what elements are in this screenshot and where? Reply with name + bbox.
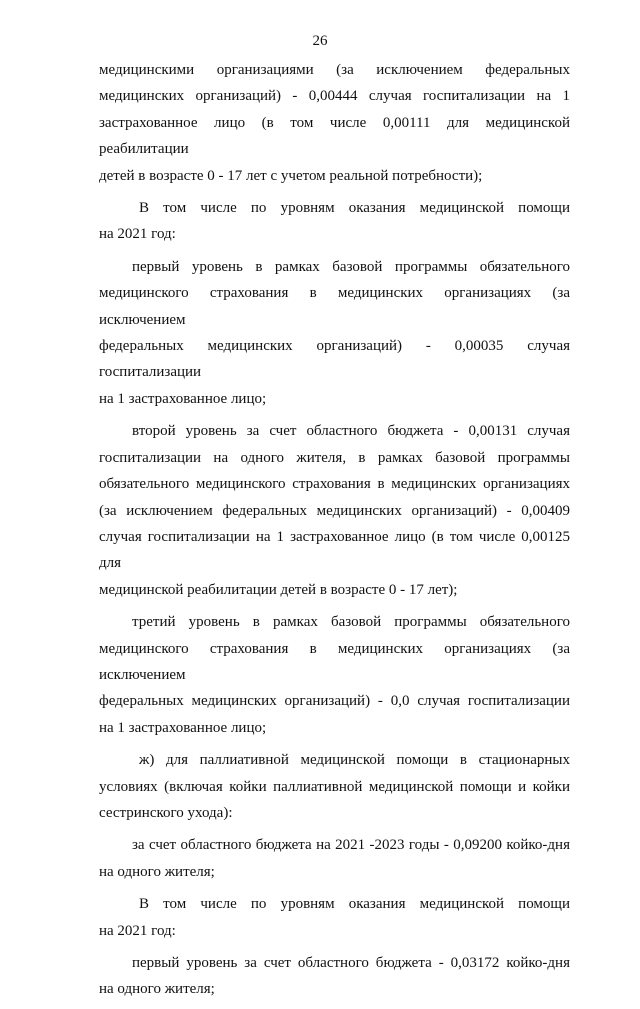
text-line: на 1 застрахованное лицо; — [99, 719, 267, 736]
paragraph-first-level — [99, 254, 570, 412]
text-line: детей в возрасте 0 - 17 лет с учетом реальной потребности); — [99, 167, 483, 184]
text-line: условиях (включая койки паллиативной медицинской помощи и койки — [99, 778, 570, 795]
text-line: сестринского ухода): — [99, 804, 233, 821]
text-line: первый уровень в рамках базовой программы обязательного — [132, 258, 570, 275]
text-line: медицинскими организациями (за исключением федеральных — [99, 62, 570, 78]
text-line: обязательного медицинского страхования в медицинских организациях — [99, 476, 570, 493]
text-line: (за исключением федеральных медицинских организаций) - 0,00409 — [99, 502, 570, 519]
text-line: на 1 застрахованное лицо; — [99, 390, 267, 407]
text-line: федеральных медицинских организаций) - 0,00035 случая госпитализации — [99, 338, 570, 381]
text-line: случая госпитализации на 1 застрахованное лицо (в том числе 0,00125 для — [99, 528, 570, 572]
text-line: на одного жителя; — [99, 981, 215, 998]
text-line: на 2021 год: — [99, 922, 176, 939]
text-line: В том числе по уровням оказания медицинской помощи — [139, 896, 570, 913]
paragraph-first-level-palliative — [99, 950, 570, 1003]
text-line: за счет областного бюджета на 2021 -2023 годы - 0,09200 койко-дня — [132, 837, 570, 854]
text-line: медицинской реабилитации детей в возрасте 0 - 17 лет); — [99, 581, 458, 598]
paragraph-continuation — [99, 57, 570, 189]
text-line: В том числе по уровням оказания медицинской помощи — [139, 200, 570, 217]
document-body — [99, 57, 570, 1009]
paragraph-levels-2021-palliative — [99, 891, 570, 944]
page-number: 26 — [312, 33, 328, 49]
text-line: на 2021 год: — [99, 226, 176, 243]
text-line: федеральных медицинских организаций) - 0,0 случая госпитализации — [99, 693, 570, 710]
paragraph-levels-2021-hospital — [99, 195, 570, 248]
text-line: медицинского страхования в медицинских организациях (за исключением — [99, 640, 570, 683]
text-line: первый уровень за счет областного бюджета - 0,03172 койко-дня — [132, 955, 570, 971]
text-line: госпитализации на одного жителя, в рамках базовой программы — [99, 449, 570, 466]
paragraph-second-level — [99, 418, 570, 603]
paragraph-third-level — [99, 609, 570, 741]
paragraph-regional-budget — [99, 832, 570, 885]
text-line: ж) для паллиативной медицинской помощи в стационарных — [139, 752, 570, 769]
text-line: второй уровень за счет областного бюджета - 0,00131 случая — [132, 423, 570, 440]
text-line: застрахованное лицо (в том числе 0,00111 для медицинской реабилитации — [99, 114, 570, 158]
text-line: на одного жителя; — [99, 863, 215, 880]
text-line: медицинского страхования в медицинских организациях (за исключением — [99, 285, 570, 328]
text-line: третий уровень в рамках базовой программы обязательного — [132, 614, 570, 631]
text-line: медицинских организаций) - 0,00444 случая госпитализации на 1 — [99, 88, 570, 105]
paragraph-palliative — [99, 747, 570, 826]
